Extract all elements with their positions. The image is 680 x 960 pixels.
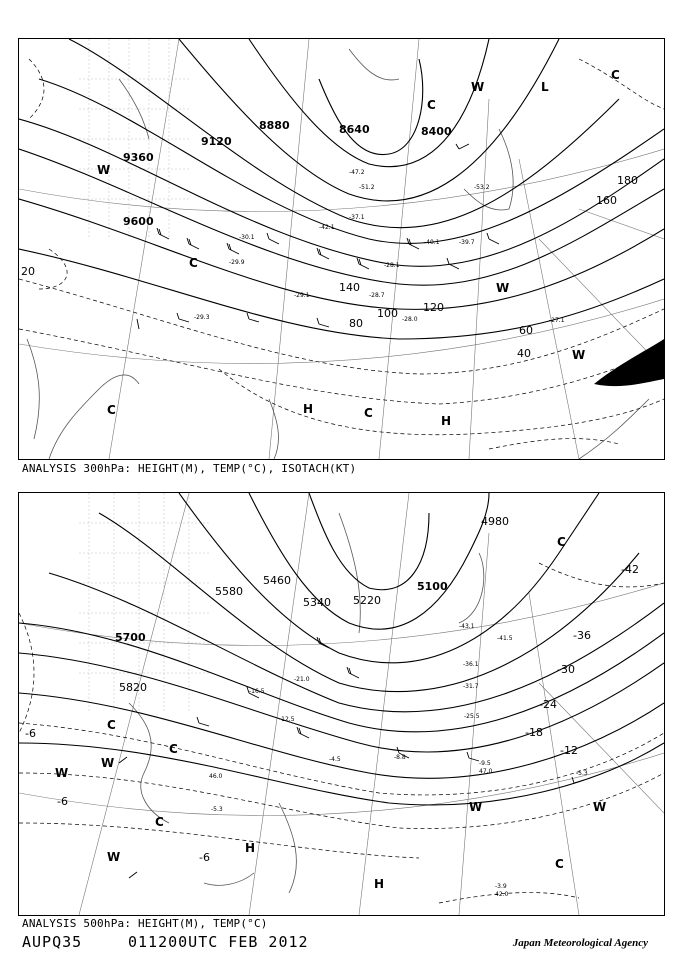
isotach-label: 160 — [596, 194, 617, 207]
temp-sample: -29.9 — [229, 259, 245, 266]
coastline — [27, 49, 649, 459]
station-sample: 47.0 — [479, 768, 493, 775]
center-marker: H — [441, 414, 452, 428]
temp-grid — [79, 39, 189, 239]
station-sample: -4.5 — [329, 756, 341, 763]
jet-core — [594, 339, 664, 386]
station-sample: -31.7 — [463, 683, 479, 690]
center-marker: W — [469, 800, 483, 814]
center-marker: C — [555, 857, 564, 871]
wind-barbs-300 — [137, 144, 499, 329]
coastline — [129, 513, 484, 893]
height-label: 8640 — [339, 123, 370, 136]
isotach-label: 140 — [339, 281, 360, 294]
height-contours-300 — [19, 39, 664, 339]
temp-sample: -47.2 — [349, 169, 365, 176]
temp-sample: -29.1 — [294, 292, 310, 299]
temp-label: -24 — [539, 698, 557, 711]
isotach-label: 20 — [21, 265, 35, 278]
temp-sample: -51.2 — [359, 184, 375, 191]
agency-name: Japan Meteorological Agency — [512, 937, 648, 949]
station-sample: -16.5 — [249, 688, 265, 695]
center-marker: C — [107, 403, 116, 417]
temp-label: -6 — [57, 795, 68, 808]
temp-sample: -30.1 — [239, 234, 255, 241]
center-marker: H — [303, 402, 314, 416]
station-sample: -12.5 — [279, 716, 295, 723]
height-label: 8880 — [259, 119, 290, 132]
temp-grid — [79, 493, 209, 713]
height-label: 5460 — [263, 574, 291, 587]
station-sample: -21.0 — [294, 676, 310, 683]
center-marker: W — [55, 766, 69, 780]
isotach-label: 60 — [519, 324, 533, 337]
chart-500hpa-canvas — [19, 493, 664, 915]
temp-sample: -27.1 — [549, 317, 565, 324]
temp-sample: -28.7 — [369, 292, 385, 299]
temp-sample: -28.0 — [402, 316, 418, 323]
center-marker: W — [101, 756, 115, 770]
temp-sample: -53.2 — [474, 184, 490, 191]
center-marker: C — [611, 68, 620, 82]
analysis-datetime: 011200UTC FEB 2012 — [128, 933, 309, 951]
temp-sample: -29.3 — [194, 314, 210, 321]
height-label: 5580 — [215, 585, 243, 598]
center-marker: C — [557, 535, 566, 549]
isotachs-300 — [19, 59, 664, 449]
height-label: 9600 — [123, 215, 154, 228]
temp-label: -12 — [560, 744, 578, 757]
center-marker: H — [245, 841, 256, 855]
centers-300 — [97, 68, 620, 428]
station-sample: 46.0 — [209, 773, 223, 780]
center-marker: W — [471, 80, 485, 94]
isotach-label: 80 — [349, 317, 363, 330]
temp-label: -6 — [25, 727, 36, 740]
isotach-labels-300 — [21, 174, 638, 360]
station-sample: -36.1 — [463, 661, 479, 668]
height-label: 9360 — [123, 151, 154, 164]
center-marker: W — [593, 800, 607, 814]
temp-sample: -42.1 — [319, 224, 335, 231]
station-sample: -9.5 — [479, 760, 491, 767]
height-labels-500 — [115, 515, 509, 694]
station-sample: -41.5 — [497, 635, 513, 642]
height-label: 5700 — [115, 631, 146, 644]
center-marker: C — [427, 98, 436, 112]
station-sample: -5.3 — [211, 806, 223, 813]
graticule — [19, 39, 664, 459]
station-sample: -25.5 — [464, 713, 480, 720]
height-label: 5220 — [353, 594, 381, 607]
chart-500hpa — [18, 492, 665, 916]
temp-sample: -28.1 — [384, 262, 400, 269]
temp-label: -18 — [525, 726, 543, 739]
isotach-label: 100 — [377, 307, 398, 320]
isotach-label: 180 — [617, 174, 638, 187]
temp-sample: -37.1 — [349, 214, 365, 221]
isotach-label: 40 — [517, 347, 531, 360]
station-sample: -3.9 — [495, 883, 507, 890]
temp-samples-300 — [194, 169, 565, 324]
center-marker: H — [374, 877, 385, 891]
height-label: 5820 — [119, 681, 147, 694]
chart-300hpa — [18, 38, 665, 460]
height-label: 5100 — [417, 580, 448, 593]
center-marker: W — [572, 348, 586, 362]
temp-label: -36 — [573, 629, 591, 642]
temp-labels-500 — [25, 563, 639, 864]
station-sample: -5.3 — [576, 770, 588, 777]
temp-label: -30 — [557, 663, 575, 676]
station-sample: -8.8 — [394, 754, 406, 761]
height-label: 8400 — [421, 125, 452, 138]
height-label: 5340 — [303, 596, 331, 609]
isotach-label: 120 — [423, 301, 444, 314]
center-marker: C — [364, 406, 373, 420]
temp-sample: -40.1 — [424, 239, 440, 246]
center-marker: C — [155, 815, 164, 829]
height-contours-500 — [19, 493, 664, 805]
station-sample: -43.1 — [459, 623, 475, 630]
center-marker: C — [169, 742, 178, 756]
caption-300hpa: ANALYSIS 300hPa: HEIGHT(M), TEMP(°C), ISOTACH(KT) — [22, 462, 357, 475]
center-marker: W — [107, 850, 121, 864]
bulletin-code: AUPQ35 — [22, 933, 83, 951]
center-marker: W — [496, 281, 510, 295]
height-label: 9120 — [201, 135, 232, 148]
temp-label: -6 — [199, 851, 210, 864]
station-sample: 42.0 — [495, 891, 509, 898]
chart-300hpa-canvas — [19, 39, 664, 459]
height-label: 4980 — [481, 515, 509, 528]
temp-sample: -39.7 — [459, 239, 475, 246]
center-marker: C — [107, 718, 116, 732]
center-marker: L — [541, 80, 549, 94]
center-marker: C — [189, 256, 198, 270]
temp-label: -42 — [621, 563, 639, 576]
center-marker: W — [97, 163, 111, 177]
caption-500hpa: ANALYSIS 500hPa: HEIGHT(M), TEMP(°C) — [22, 917, 268, 930]
